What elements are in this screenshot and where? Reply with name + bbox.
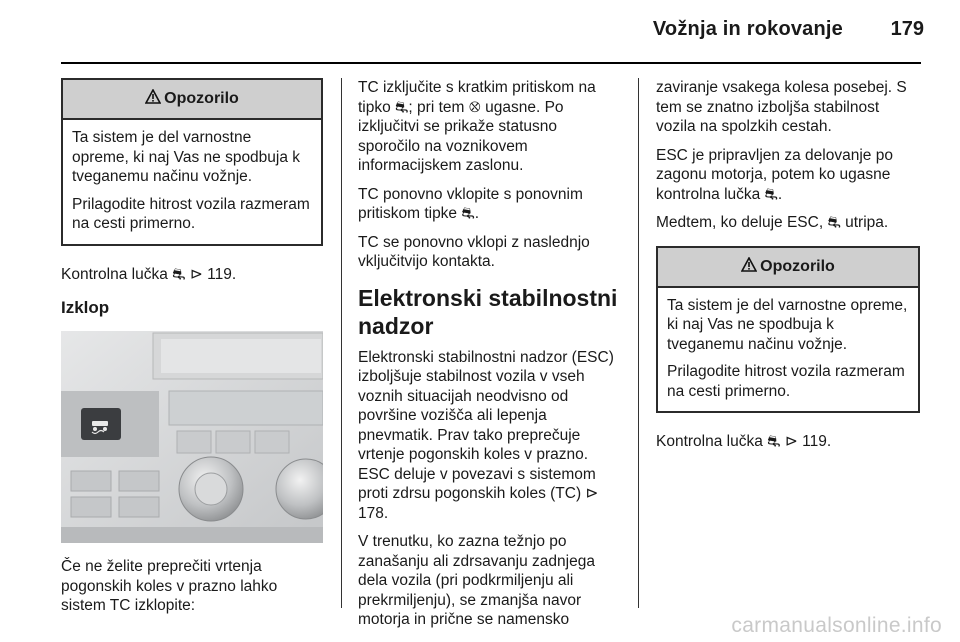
warning-text: Prilagodite hitrost vozila razmeram na cesti primerno. xyxy=(667,363,905,400)
column-3 xyxy=(656,78,920,461)
column-divider xyxy=(638,78,639,608)
warning-title: Opozorilo xyxy=(164,90,239,107)
body-text: TC izključite s kratkim pritiskom na tipko ⛐; pri tem ⛒ ugasne. Po izključitvi se prikaže statusno sporočilo na voznikovem informacijskem zaslonu. xyxy=(358,79,596,174)
warning-title: Opozorilo xyxy=(760,257,835,275)
page-number: 179 xyxy=(890,18,924,40)
body-text: ESC je pripravljen za delovanje po zagonu motorja, potem ko ugasne kontrolna lučka ⛐. xyxy=(656,146,893,203)
indicator-reference: Kontrolna lučka ⛐ ⊳ 119. xyxy=(61,265,237,283)
body-text: V trenutku, ko zazna težnjo po zanašanju ali zdrsavanju zadnjega dela vozila (pri podkrmiljenju ali prekrmiljenju), se zmanjša navor motorja in prične se namensko xyxy=(358,533,595,628)
warning-text: Ta sistem je del varnostne opreme, ki naj Vas ne spodbuja k tveganemu načinu vožnje. xyxy=(72,129,301,185)
warning-header xyxy=(658,248,918,288)
column-1 xyxy=(61,78,323,625)
body-text: Medtem, ko deluje ESC, ⛐ utripa. xyxy=(656,214,889,231)
warning-text: Prilagodite hitrost vozila razmeram na cesti primerno. xyxy=(72,195,310,232)
page-header-title: Vožnja in rokovanje xyxy=(652,18,843,40)
body-text: TC se ponovno vklopi z naslednjo vključitvijo kontakta. xyxy=(358,233,590,270)
warning-header xyxy=(63,80,321,120)
warning-text: Ta sistem je del varnostne opreme, ki naj Vas ne spodbuja k tveganemu načinu vožnje. xyxy=(667,296,908,353)
section-heading-esc: Elektronski stabilnostni nadzor xyxy=(358,284,618,339)
watermark: carmanualsonline.info xyxy=(731,614,942,637)
column-divider xyxy=(341,78,342,608)
body-text: zaviranje vsakega kolesa posebej. S tem se znatno izboljša stabilnost vozila na spolzkih cestah. xyxy=(656,79,907,135)
column-2 xyxy=(358,78,623,639)
header-rule xyxy=(61,62,921,64)
subheading-izklop: Izklop xyxy=(61,298,110,317)
warning-triangle-icon xyxy=(145,89,161,109)
dashboard-button-photo xyxy=(61,331,323,543)
indicator-reference: Kontrolna lučka ⛐ ⊳ 119. xyxy=(656,433,832,450)
body-text: Elektronski stabilnostni nadzor (ESC) izboljšuje stabilnost vozila v vseh voznih situacijah neodvisno od površine vozišča ali lepenja pnevmatik. Prav tako preprečuje vrtenje pogonskih koles v prazno. ESC deluje v povezavi s sistemom proti zdrsu pogonskih koles (TC) ⊳ 178. xyxy=(358,348,614,522)
body-text: TC ponovno vklopite s ponovnim pritiskom tipke ⛐. xyxy=(358,185,583,222)
warning-triangle-icon xyxy=(741,257,757,277)
body-text: Če ne želite preprečiti vrtenja pogonskih koles v prazno lahko sistem TC izklopite: xyxy=(61,558,278,614)
warning-box xyxy=(656,246,920,414)
warning-box xyxy=(61,78,323,246)
